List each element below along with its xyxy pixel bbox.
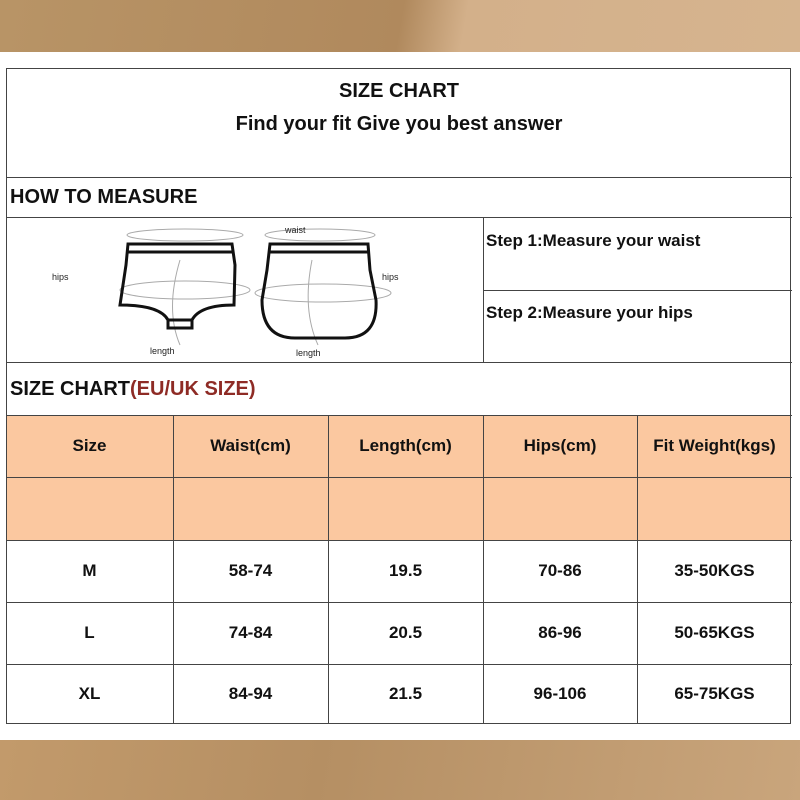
table-header-cell: Hips(cm) [523,436,597,455]
background-band-top [0,0,800,52]
table-cell: 84-94 [228,684,273,703]
divider [6,217,792,218]
size-chart-heading [10,378,256,401]
hips-label: hips [52,272,69,282]
table-header-cell: Fit Weight(kgs) [653,436,776,455]
table-cell: 96-106 [533,684,587,703]
table-cell: 20.5 [388,623,423,642]
table-cell: 50-65KGS [674,623,755,642]
divider [6,362,792,363]
table-cell: 74-84 [228,623,273,642]
step-1: Step 1:Measure your waist [486,231,701,250]
size-chart-label: SIZE CHART [10,378,130,400]
table-cell: 21.5 [388,684,423,703]
table-cell: 70-86 [538,561,582,580]
step-2: Step 2:Measure your hips [486,303,693,322]
divider [6,177,792,178]
divider [483,290,792,291]
table-cell: XL [78,684,101,703]
table-header-cell: Waist(cm) [210,436,291,455]
table-row-divider [6,477,792,478]
table-cell: M [82,561,97,580]
table-cell: 65-75KGS [674,684,755,703]
background-band-bottom [0,740,800,800]
size-chart-region: (EU/UK SIZE) [130,378,256,400]
table-header-cell: Length(cm) [359,436,452,455]
table-cell: 35-50KGS [674,561,755,580]
table-cell: 58-74 [228,561,273,580]
table-header-cell: Size [72,436,107,455]
length-label: length [150,346,175,356]
chart-title: SIZE CHART [339,80,459,102]
how-to-measure-heading: HOW TO MEASURE [10,186,198,208]
chart-subtitle: Find your fit Give you best answer [235,113,563,135]
table-cell: 19.5 [388,561,423,580]
length-label: length [296,348,321,358]
waist-label: waist [285,225,306,235]
measure-diagram [40,220,460,360]
table-cell: L [84,623,95,642]
table-cell: 86-96 [538,623,582,642]
hips-label: hips [382,272,399,282]
